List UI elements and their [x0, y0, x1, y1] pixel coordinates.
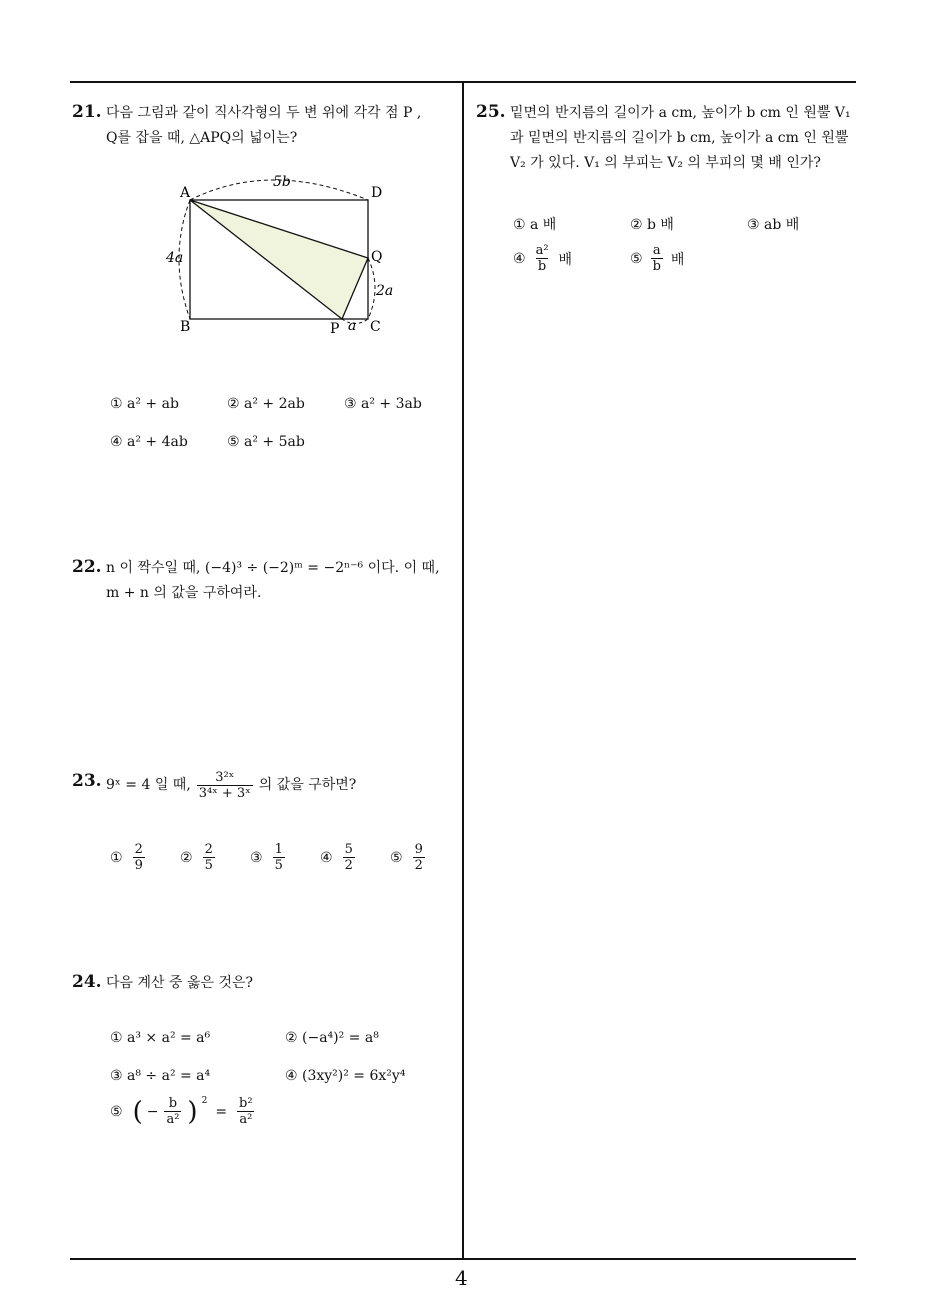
q24-choice-5-equals: =	[215, 1103, 228, 1120]
q25-choice-4[interactable]	[513, 243, 572, 274]
q23-choice-5-num: 9	[414, 842, 423, 857]
q22-text	[106, 556, 458, 606]
q23-expression	[197, 770, 253, 801]
q25-choice-5[interactable]	[630, 243, 684, 274]
q23-choice-4-num: 5	[344, 842, 353, 857]
label-c: C	[370, 319, 381, 335]
q23-choice-4-den: 2	[344, 858, 353, 873]
q23-text-post: 의 값을 구하면?	[258, 777, 357, 793]
q25-choice-5-unit: 배	[670, 251, 685, 268]
q21-choice-5[interactable]: ⑤ a² + 5ab	[227, 434, 305, 450]
label-b: B	[180, 319, 191, 335]
q21-choice-3[interactable]: ③ a² + 3ab	[344, 396, 422, 412]
q24-choice-5-mark: ⑤	[110, 1103, 123, 1120]
q23-choice-3-num: 1	[274, 842, 283, 857]
q22-text-line2: m + n 의 값을 구하여라.	[106, 585, 262, 601]
q24-choice-5-minus: −	[146, 1103, 159, 1120]
q23-frac-den: 3⁴ˣ + 3ˣ	[198, 786, 251, 801]
triangle-apq	[190, 200, 368, 319]
column-divider	[462, 81, 464, 1259]
q21-choice-1[interactable]: ① a² + ab	[110, 396, 179, 412]
q21-text-line2: Q를 잡을 때, △APQ의 넓이는?	[106, 130, 298, 146]
q25-choice-5-den: b	[652, 259, 661, 274]
label-q: Q	[371, 249, 383, 265]
q21-text	[106, 101, 458, 151]
q25-choice-4-num: a²	[535, 243, 549, 258]
q22-text-line1: n 이 짝수일 때, (−4)³ ÷ (−2)ᵐ = −2ⁿ⁻⁶ 이다. 이 때,	[106, 560, 440, 576]
q25-choice-4-unit: 배	[558, 251, 573, 268]
q25-text-line2: 과 밑면의 반지름의 길이가 b cm, 높이가 a cm 인 원뿔	[510, 130, 849, 146]
label-d: D	[371, 185, 383, 201]
q24-choice-5-lhs-den: a²	[166, 1112, 180, 1127]
q24-choice-5-lparen: (	[132, 1096, 143, 1127]
q23-choice-5[interactable]	[390, 842, 427, 873]
q24-choice-2[interactable]: ② (−a⁴)² = a⁸	[285, 1030, 379, 1046]
q21-text-line1: 다음 그림과 같이 직사각형의 두 변 위에 각각 점 P ,	[106, 105, 422, 121]
dim-4a: 4a	[166, 250, 184, 266]
dim-arc-right	[368, 258, 375, 319]
q23-text	[106, 770, 356, 801]
q23-choice-5-mark: ⑤	[390, 849, 403, 866]
q25-choice-5-num: a	[652, 243, 661, 258]
q24-choice-5-lhs-num: b	[168, 1096, 178, 1111]
q21-number: 21.	[72, 102, 102, 122]
q24-choice-5-rhs-num: b²	[239, 1096, 253, 1111]
dim-5b: 5b	[273, 174, 291, 190]
q23-choice-2-mark: ②	[180, 849, 193, 866]
q25-choice-4-mark: ④	[513, 250, 526, 267]
q24-choice-5[interactable]	[110, 1096, 257, 1127]
q23-choice-2-num: 2	[204, 842, 213, 857]
q23-choice-3-den: 5	[274, 858, 283, 873]
label-a: A	[180, 185, 191, 201]
q23-choice-4[interactable]	[320, 842, 357, 873]
q23-choice-2[interactable]	[180, 842, 217, 873]
q23-choice-5-den: 2	[414, 858, 423, 873]
q22-number: 22.	[72, 557, 102, 577]
q23-choice-4-mark: ④	[320, 849, 333, 866]
q24-choice-5-rparen: )	[187, 1096, 198, 1127]
dim-a: a	[348, 318, 357, 334]
q21-choice-2[interactable]: ② a² + 2ab	[227, 396, 305, 412]
dim-2a: 2a	[376, 283, 394, 299]
q24-number: 24.	[72, 972, 102, 992]
q23-frac-num: 3²ˣ	[215, 770, 235, 785]
q25-choice-5-mark: ⑤	[630, 250, 643, 267]
q23-choice-1-num: 2	[134, 842, 143, 857]
q21-figure	[150, 168, 410, 348]
q25-choice-1[interactable]: ① a 배	[513, 217, 557, 233]
label-p: P	[330, 321, 340, 337]
q25-choice-4-den: b	[537, 259, 547, 274]
q24-text: 다음 계산 중 옳은 것은?	[106, 975, 254, 991]
q25-text	[510, 101, 856, 176]
bottom-rule	[70, 1258, 856, 1260]
q21-choice-4[interactable]: ④ a² + 4ab	[110, 434, 188, 450]
q24-choice-5-rhs-den: a²	[239, 1112, 253, 1127]
q23-choice-1[interactable]	[110, 842, 147, 873]
q23-choice-3-mark: ③	[250, 849, 263, 866]
q25-choice-3[interactable]: ③ ab 배	[747, 217, 800, 233]
q23-choice-2-den: 5	[204, 858, 213, 873]
q23-number: 23.	[72, 771, 102, 791]
q24-choice-1[interactable]: ① a³ × a² = a⁶	[110, 1030, 211, 1046]
q23-choice-3[interactable]	[250, 842, 287, 873]
q25-text-line1: 밑면의 반지름의 길이가 a cm, 높이가 b cm 인 원뿔 V₁	[510, 105, 851, 121]
q25-text-line3: V₂ 가 있다. V₁ 의 부피는 V₂ 의 부피의 몇 배 인가?	[510, 155, 821, 171]
q24-choice-4[interactable]: ④ (3xy²)² = 6x²y⁴	[285, 1068, 406, 1084]
q23-choice-1-den: 9	[134, 858, 143, 873]
q25-choice-2[interactable]: ② b 배	[630, 217, 674, 233]
q23-choice-1-mark: ①	[110, 849, 123, 866]
q24-choice-3[interactable]: ③ a⁸ ÷ a² = a⁴	[110, 1068, 211, 1084]
q24-choice-5-exp: 2	[201, 1096, 208, 1106]
q23-text-pre: 9ˣ = 4 일 때,	[106, 777, 191, 793]
q25-number: 25.	[476, 102, 506, 122]
page-number: 4	[455, 1266, 468, 1290]
